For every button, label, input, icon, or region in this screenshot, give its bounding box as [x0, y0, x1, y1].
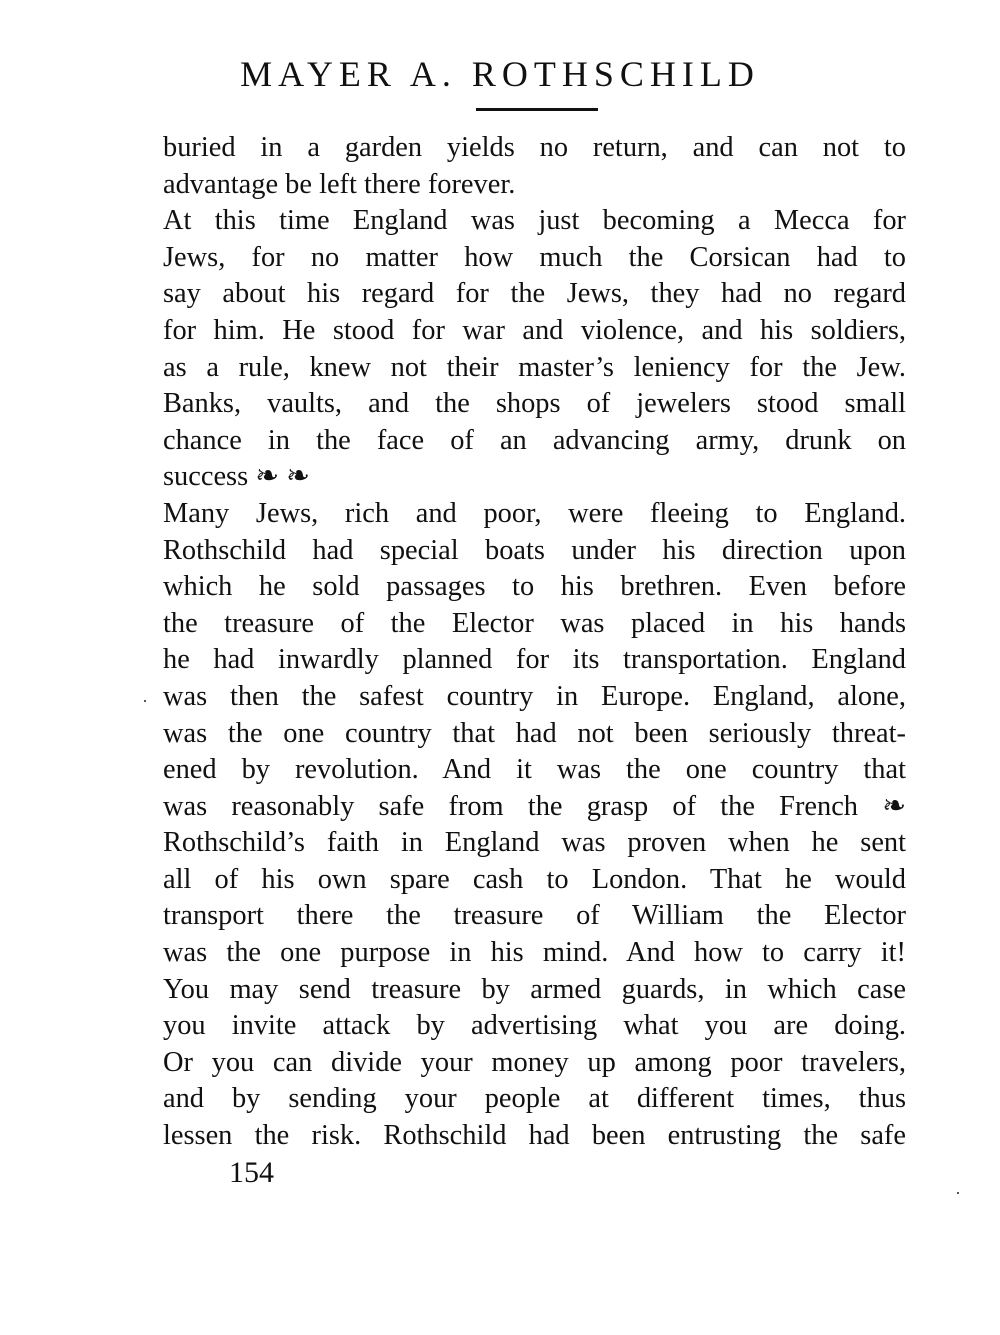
text-line: lessen the risk. Rothschild had been entrusting the safe [163, 1120, 906, 1152]
text-line: ened by revolution. And it was the one country that [163, 754, 906, 786]
text-line: was the one country that had not been seriously threat- [163, 717, 906, 749]
text-line: Rothschild’s faith in England was proven when he sent [163, 827, 906, 859]
text-line: you invite attack by advertising what you are doing. [163, 1010, 906, 1042]
text-line: At this time England was just becoming a Mecca for [163, 205, 906, 237]
body-text [163, 130, 906, 1155]
text-line: and by sending your people at different times, thus [163, 1083, 906, 1115]
text-line: You may send treasure by armed guards, in which case [163, 973, 906, 1005]
stray-mark [144, 700, 146, 702]
text-line: for him. He stood for war and violence, and his soldiers, [163, 314, 906, 346]
text-line: say about his regard for the Jews, they had no regard [163, 278, 906, 310]
running-head: MAYER A. ROTHSCHILD [240, 54, 760, 94]
text-line: the treasure of the Elector was placed in his hands [163, 607, 906, 639]
text-line: chance in the face of an advancing army, drunk on [163, 424, 906, 456]
text-line: Rothschild had special boats under his direction upon [163, 534, 906, 566]
text-line: Jews, for no matter how much the Corsican had to [163, 241, 906, 273]
text-line: all of his own spare cash to London. That he would [163, 863, 906, 895]
text-line: success ❧ ❧ [163, 461, 310, 493]
text-line: transport there the treasure of William the Elector [163, 900, 906, 932]
text-line: Or you can divide your money up among poor travelers, [163, 1046, 906, 1078]
text-line: he had inwardly planned for its transportation. England [163, 644, 906, 676]
text-line: buried in a garden yields no return, and can not to [163, 132, 906, 163]
page-number: 154 [229, 1156, 274, 1189]
text-line: was the one purpose in his mind. And how to carry it! [163, 937, 906, 969]
text-line: was reasonably safe from the grasp of the French ❧ [163, 790, 906, 822]
header-rule [476, 108, 598, 111]
stray-mark [957, 1192, 959, 1194]
text-line: as a rule, knew not their master’s leniency for the Jew. [163, 351, 906, 383]
text-line: Many Jews, rich and poor, were fleeing to England. [163, 497, 906, 529]
text-line: advantage be left there forever. [163, 168, 516, 200]
text-line: which he sold passages to his brethren. Even before [163, 571, 906, 603]
text-line: was then the safest country in Europe. England, alone, [163, 680, 906, 712]
text-line: Banks, vaults, and the shops of jewelers stood small [163, 388, 906, 420]
